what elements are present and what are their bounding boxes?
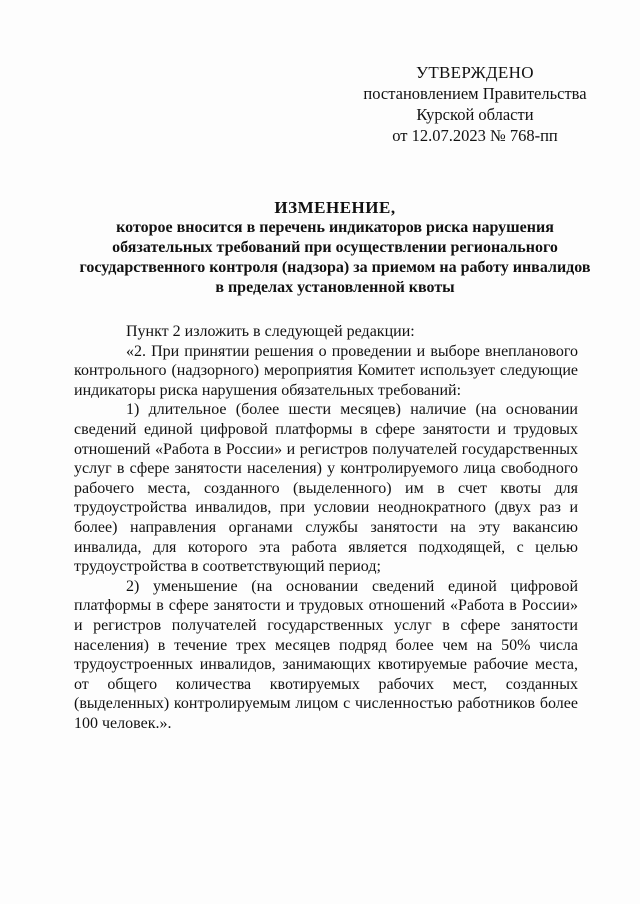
approval-stamp	[360, 62, 590, 146]
document-subtitle: которое вносится в перечень индикаторов риска нарушения обязательных требований при осуществлении регионального государственного контроля (надзора) за приемом на работу инвалидов в пределах установленной квоты	[79, 219, 591, 296]
approval-line-2: Курской области	[416, 105, 534, 124]
paragraph-item-1: 1) длительное (более шести месяцев) наличие (на основании сведений единой цифровой платформы в сфере занятости и трудовых отношений «Работа в России» и регистров получателей государственных услуг в сфере занятости населения) у контролируемого лица свободного рабочего места, созданного (выделенного) им в счет квоты для трудоустройства инвалидов, при условии неоднократного (двух раз и более) направления органами службы занятости на эту вакансию инвалида, для которого эта работа является подходящей, с целью трудоустройства в соответствующий период;	[74, 401, 578, 576]
paragraph-intro: Пункт 2 изложить в следующей редакции:	[126, 323, 415, 340]
document-body	[74, 322, 578, 733]
approval-line-1: постановлением Правительства	[363, 84, 587, 103]
paragraph-item-2: 2) уменьшение (на основании сведений единой цифровой платформы в сфере занятости и трудовых отношений «Работа в России» и регистров получателей государственных услуг в сфере занятости населения) в течение трех месяцев подряд более чем на 50% числа трудоустроенных инвалидов, занимающих квотируемые рабочие места, от общего количества квотируемых рабочих мест, созданных (выделенных) контролируемым лицом с численностью работников более 100 человек.».	[74, 577, 578, 732]
paragraph-clause-2: «2. При принятии решения о проведении и выборе внепланового контрольного (надзорного) мероприятия Комитет использует следующие индикаторы риска нарушения обязательных требований:	[74, 342, 578, 399]
document-title: ИЗМЕНЕНИЕ,	[274, 198, 396, 217]
document-heading	[76, 198, 594, 298]
approval-title: УТВЕРЖДЕНО	[416, 63, 534, 82]
approval-line-3: от 12.07.2023 № 768-пп	[392, 126, 558, 145]
